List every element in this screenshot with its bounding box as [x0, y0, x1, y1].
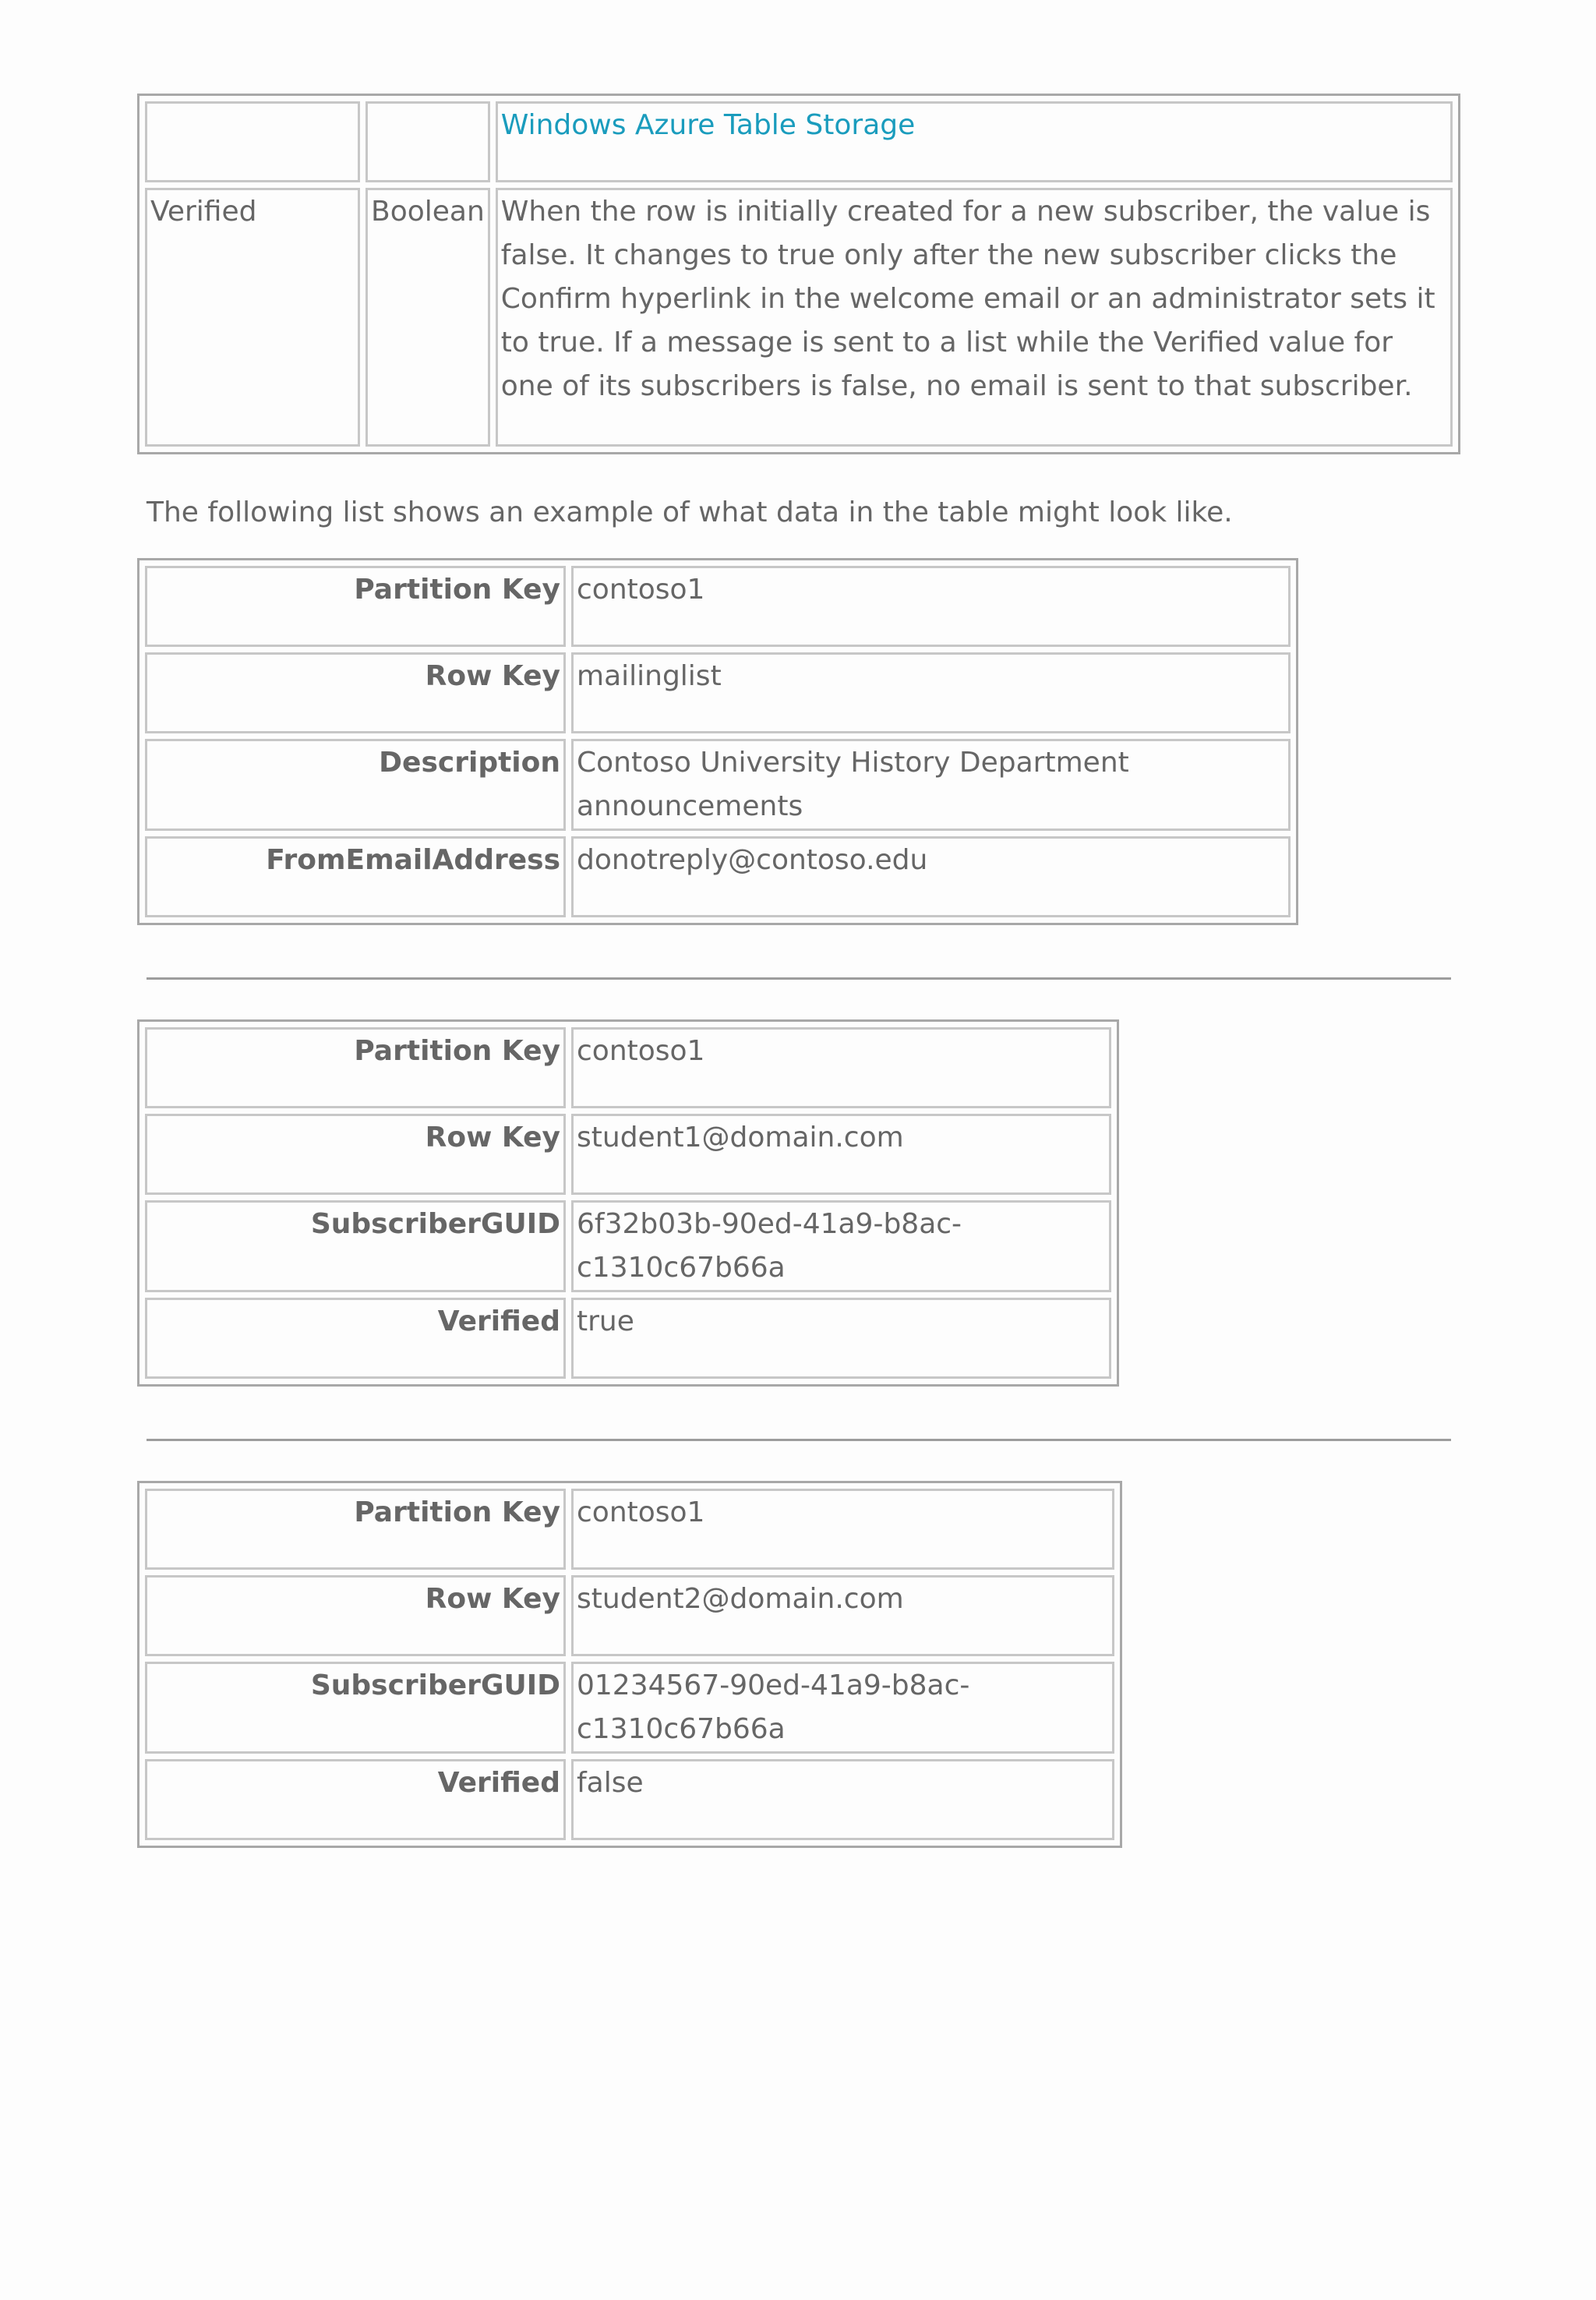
value-cell: 6f32b03b-90ed-41a9-b8ac-c1310c67b66a	[571, 1200, 1111, 1292]
field-name-cell	[145, 101, 360, 182]
field-name-cell: Verified	[145, 188, 360, 447]
table-row	[145, 836, 1291, 917]
table-row	[145, 566, 1291, 647]
intro-paragraph: The following list shows an example of what data in the table might look like.	[147, 496, 1233, 528]
value-cell: mailinglist	[571, 652, 1291, 733]
key-cell: Row Key	[145, 1575, 566, 1656]
value-cell: contoso1	[571, 1027, 1111, 1108]
table-row	[145, 1489, 1114, 1570]
key-cell: Partition Key	[145, 566, 566, 647]
table-row	[145, 1200, 1111, 1292]
azure-table-storage-link[interactable]: Windows Azure Table Storage	[500, 109, 916, 141]
key-cell: Verified	[145, 1759, 566, 1840]
key-cell: SubscriberGUID	[145, 1200, 566, 1292]
key-cell: Row Key	[145, 652, 566, 733]
key-cell: Row Key	[145, 1114, 566, 1195]
table-row	[145, 739, 1291, 831]
value-cell: true	[571, 1298, 1111, 1379]
field-type-cell	[365, 101, 490, 182]
key-cell: Description	[145, 739, 566, 831]
value-cell: donotreply@contoso.edu	[571, 836, 1291, 917]
value-cell: contoso1	[571, 1489, 1114, 1570]
table-row	[145, 652, 1291, 733]
key-cell: Partition Key	[145, 1489, 566, 1570]
table-row	[145, 1027, 1111, 1108]
subscriber-2-example-table	[137, 1481, 1122, 1848]
field-description-cell	[496, 101, 1453, 182]
table-row	[145, 1114, 1111, 1195]
value-cell: 01234567-90ed-41a9-b8ac-c1310c67b66a	[571, 1662, 1114, 1754]
schema-table	[137, 94, 1460, 454]
field-description-cell: When the row is initially created for a new subscriber, the value is false. It changes to true only after the new subscriber clicks the Confirm hyperlink in the welcome email or an administrator sets it to true. If a message is sent to a list while the Verified value for one of its subscribers is false, no email is sent to that subscriber.	[496, 188, 1453, 447]
table-row	[145, 1662, 1114, 1754]
table-row	[145, 1759, 1114, 1840]
value-cell: false	[571, 1759, 1114, 1840]
table-row	[145, 101, 1453, 182]
mailing-list-example-table	[137, 558, 1298, 925]
value-cell: student2@domain.com	[571, 1575, 1114, 1656]
key-cell: Verified	[145, 1298, 566, 1379]
horizontal-divider	[147, 977, 1451, 980]
table-row	[145, 188, 1453, 447]
key-cell: Partition Key	[145, 1027, 566, 1108]
value-cell: contoso1	[571, 566, 1291, 647]
key-cell: SubscriberGUID	[145, 1662, 566, 1754]
horizontal-divider	[147, 1439, 1451, 1441]
subscriber-1-example-table	[137, 1019, 1119, 1387]
value-cell: Contoso University History Department announcements	[571, 739, 1291, 831]
value-cell: student1@domain.com	[571, 1114, 1111, 1195]
key-cell: FromEmailAddress	[145, 836, 566, 917]
table-row	[145, 1575, 1114, 1656]
field-type-cell: Boolean	[365, 188, 490, 447]
table-row	[145, 1298, 1111, 1379]
